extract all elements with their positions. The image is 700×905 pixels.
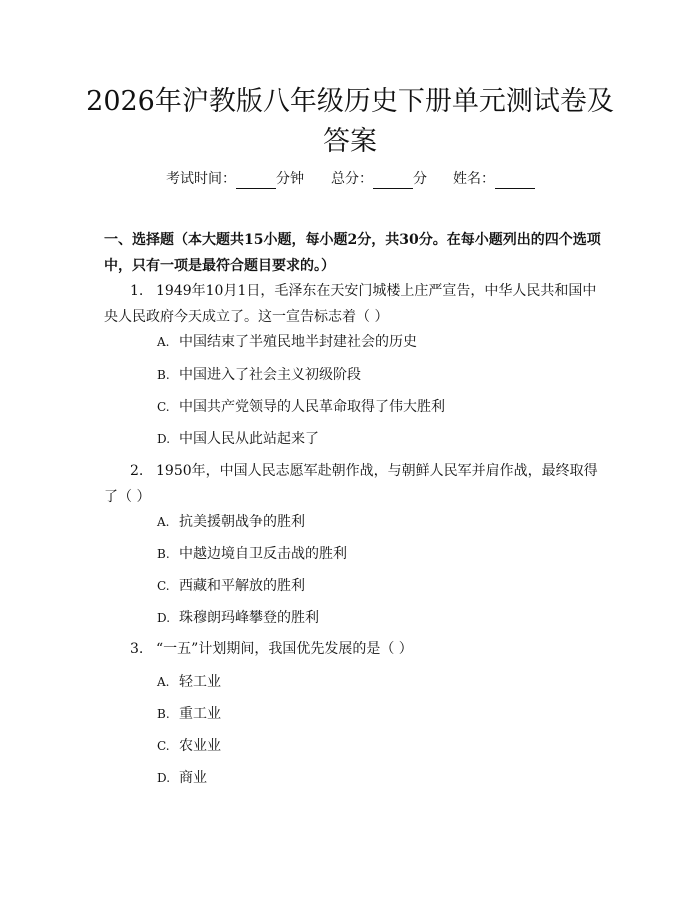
option-letter: D. [157, 432, 171, 446]
option-letter: D. [157, 611, 171, 625]
question-3-option-d [157, 768, 207, 788]
option-text: 西藏和平解放的胜利 [179, 578, 305, 594]
name-field [453, 169, 535, 189]
option-text: 中国共产党领导的人民革命取得了伟大胜利 [179, 399, 445, 415]
option-text: 重工业 [179, 706, 221, 722]
option-letter: A. [157, 675, 170, 689]
exam-time-unit: 分钟 [276, 171, 304, 187]
question-2-option-b [157, 544, 347, 564]
question-1-option-b [157, 365, 361, 385]
question-stem: 1949年10月1日，毛泽东在天安门城楼上庄严宣告，中华人民共和国中央人民政府今天成立了。这一宣告标志着（ ） [104, 283, 597, 325]
question-1-option-d [157, 429, 319, 449]
exam-time-label: 考试时间： [166, 171, 236, 187]
option-letter: B. [157, 368, 170, 382]
total-score-label: 总分： [331, 171, 373, 187]
option-letter: A. [157, 515, 170, 529]
option-letter: B. [157, 707, 170, 721]
question-1-option-c [157, 397, 445, 417]
option-text: 商业 [179, 770, 207, 786]
option-text: 轻工业 [179, 674, 221, 690]
total-score-blank [373, 172, 413, 189]
exam-time-field [166, 169, 304, 189]
option-text: 抗美援朝战争的胜利 [179, 514, 305, 530]
option-letter: C. [157, 739, 170, 753]
question-2-option-c [157, 576, 305, 596]
option-text: 中国结束了半殖民地半封建社会的历史 [179, 334, 417, 350]
exam-time-blank [236, 172, 276, 189]
name-blank [495, 172, 535, 189]
question-3-option-a [157, 672, 221, 692]
option-text: 中越边境自卫反击战的胜利 [179, 546, 347, 562]
option-text: 中国人民从此站起来了 [179, 431, 319, 447]
option-letter: B. [157, 547, 170, 561]
question-stem: 1950年，中国人民志愿军赴朝作战，与朝鲜人民军并肩作战，最终取得了（ ） [104, 463, 598, 505]
question-2-option-a [157, 512, 305, 532]
option-letter: C. [157, 579, 170, 593]
section-heading: 一、选择题（本大题共15小题，每小题2分，共30分。在每小题列出的四个选项中，只有一项是最符合题目要求的。） [104, 232, 601, 274]
question-number: 1. [130, 283, 144, 299]
question-2 [104, 458, 604, 510]
name-label: 姓名： [453, 171, 495, 187]
option-text: 中国进入了社会主义初级阶段 [179, 367, 361, 383]
document-title: 2026年沪教版八年级历史下册单元测试卷及答案 [86, 86, 614, 157]
question-3-option-b [157, 704, 221, 724]
option-text: 珠穆朗玛峰攀登的胜利 [179, 610, 319, 626]
question-1-option-a [157, 332, 417, 352]
option-letter: C. [157, 400, 170, 414]
total-score-field [331, 169, 427, 189]
option-text: 农业业 [179, 738, 221, 754]
total-score-unit: 分 [413, 171, 427, 187]
question-1 [104, 278, 604, 330]
question-3-option-c [157, 736, 221, 756]
question-2-option-d [157, 608, 319, 628]
option-letter: A. [157, 335, 170, 349]
question-3 [104, 636, 604, 662]
option-letter: D. [157, 771, 171, 785]
question-number: 2. [130, 463, 144, 479]
question-number: 3. [130, 641, 144, 657]
question-stem: “一五”计划期间，我国优先发展的是（ ） [156, 641, 413, 657]
